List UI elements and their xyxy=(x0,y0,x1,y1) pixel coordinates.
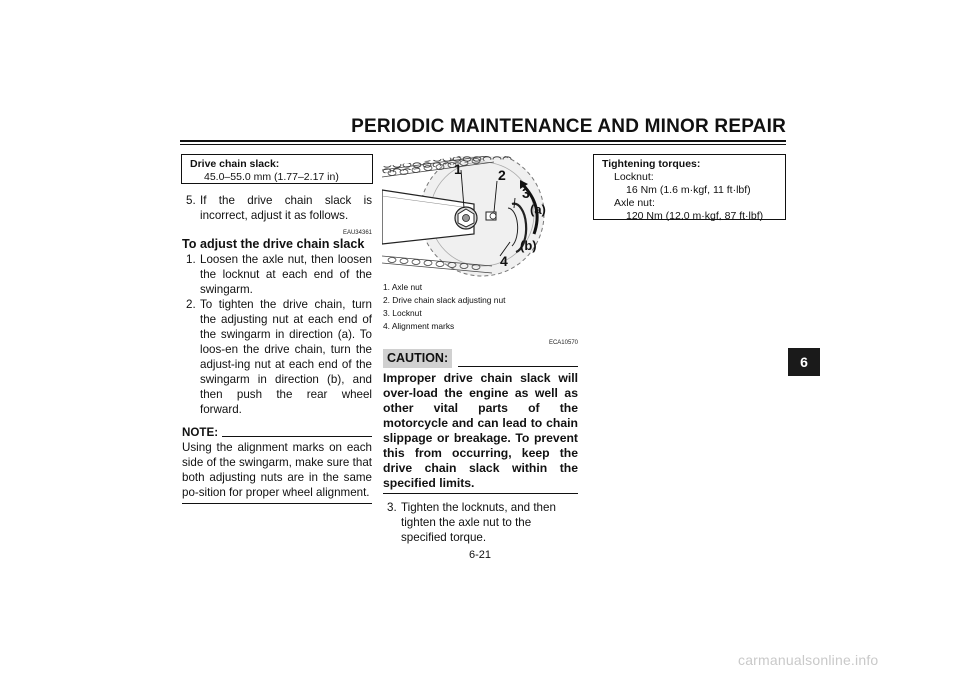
note-label: NOTE: xyxy=(182,426,219,439)
step-text: Tighten the locknuts, and then tighten the axle nut to the specified torque. xyxy=(401,501,556,544)
note-block xyxy=(182,425,372,504)
watermark: carmanualsonline.info xyxy=(738,652,879,668)
axle-nut-label: Axle nut: xyxy=(614,197,655,209)
step-3 xyxy=(383,500,578,545)
left-column xyxy=(182,193,372,504)
torque-spec-label: Tightening torques: xyxy=(602,158,701,170)
caption-item: 4. Alignment marks xyxy=(383,321,455,331)
illustration-svg xyxy=(382,156,579,278)
caption-item: 2. Drive chain slack adjusting nut xyxy=(383,295,506,305)
caution-header xyxy=(383,349,578,368)
header-rule-thin xyxy=(180,144,786,145)
chapter-tab: 6 xyxy=(788,348,820,376)
axle-nut-value: 120 Nm (12.0 m·kgf, 87 ft·lbf) xyxy=(626,210,764,222)
callout-2: 2 xyxy=(498,167,506,183)
callout-3: 3 xyxy=(522,185,530,201)
note-header xyxy=(182,425,372,440)
page-number: 6-21 xyxy=(468,549,492,561)
section-code: EAU34361 xyxy=(342,230,372,236)
caution-text: Improper drive chain slack will over-load the engine as well as other vital parts of the motorcycle and can lead to chain slippage or breakage. To prevent this from occurring, keep the drive chain slack within the specified limits. xyxy=(383,371,578,490)
figure-captions xyxy=(383,281,578,333)
callout-4: 4 xyxy=(500,253,508,269)
torque-spec-box xyxy=(593,154,786,220)
callout-1: 1 xyxy=(454,161,462,177)
caution-code: ECA10570 xyxy=(548,340,578,346)
slack-spec-box xyxy=(181,154,373,184)
locknut-label: Locknut: xyxy=(614,171,654,183)
step-text: Loosen the axle nut, then loosen the locknut at each end of the swingarm. xyxy=(200,253,372,296)
chain-adjuster-illustration xyxy=(382,156,579,278)
note-rule xyxy=(222,436,372,437)
step-number: 5. xyxy=(186,194,196,207)
caution-rule xyxy=(458,366,578,367)
slack-spec-value: 45.0–55.0 mm (1.77–2.17 in) xyxy=(204,171,339,183)
page-title: PERIODIC MAINTENANCE AND MINOR REPAIR xyxy=(351,116,786,137)
step-5 xyxy=(182,193,372,223)
step-text: If the drive chain slack is incorrect, adjust it as follows. xyxy=(200,194,372,222)
note-text: Using the alignment marks on each side of the swingarm, make sure that both adjusting nuts are in the same po-sition for proper wheel alignment. xyxy=(182,441,372,499)
caption-item: 3. Locknut xyxy=(383,308,422,318)
step-number: 2. xyxy=(186,298,196,311)
step-number: 3. xyxy=(387,501,397,514)
step-number: 1. xyxy=(186,253,196,266)
middle-column xyxy=(383,281,578,545)
locknut-value: 16 Nm (1.6 m·kgf, 11 ft·lbf) xyxy=(626,184,751,196)
section-subheading: To adjust the drive chain slack xyxy=(182,237,365,251)
caution-badge: CAUTION: xyxy=(383,349,452,368)
caution-end-rule xyxy=(383,493,578,494)
step-2 xyxy=(182,297,372,417)
callout-b: (b) xyxy=(520,238,537,253)
header-rule xyxy=(180,140,786,142)
note-end-rule xyxy=(182,503,372,504)
step-1 xyxy=(182,252,372,297)
callout-a: (a) xyxy=(530,202,546,217)
slack-spec-label: Drive chain slack: xyxy=(190,158,280,170)
caption-item: 1. Axle nut xyxy=(383,282,423,292)
step-text: To tighten the drive chain, turn the adjusting nut at each end of the swingarm in direction (a). To loos-en the drive chain, turn the adjust-ing nut at each end of the swingarm in direction (b), and then push the rear wheel forward. xyxy=(200,298,372,416)
